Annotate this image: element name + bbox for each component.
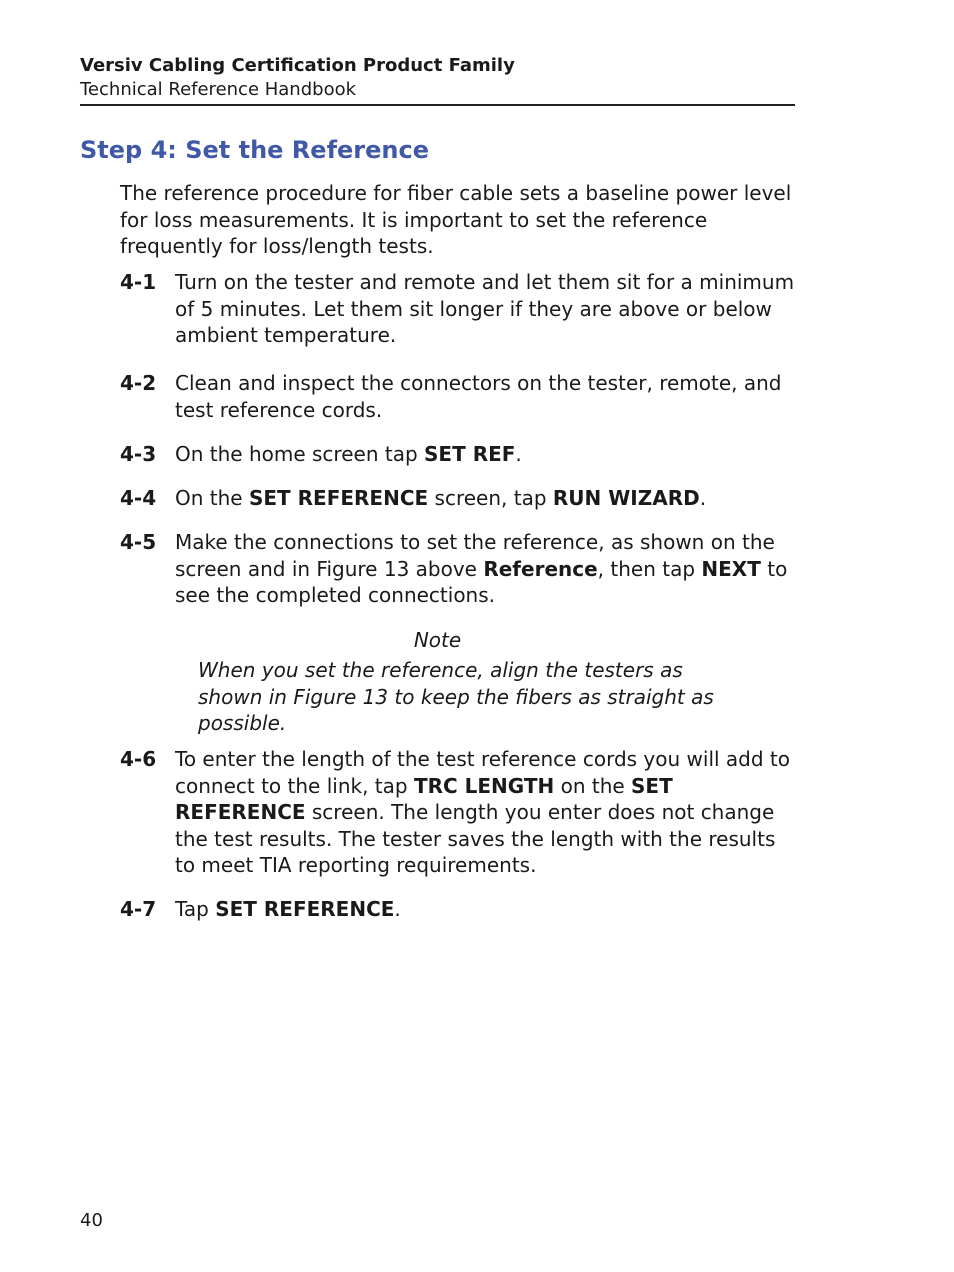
step-4-4	[120, 485, 800, 512]
step-text-segment: Make the connections to set the reference, as shown on the screen and in Figure 13 above	[175, 530, 775, 581]
step-ui-term: RUN WIZARD	[552, 486, 700, 510]
header-handbook-title: Technical Reference Handbook	[80, 79, 357, 100]
step-ui-term: NEXT	[701, 556, 761, 581]
step-ui-term: SET REF	[424, 442, 516, 466]
step-number: 4-3	[120, 442, 157, 466]
step-text	[175, 485, 800, 512]
step-4-5	[120, 529, 800, 609]
step-ui-term: SET REFERENCE	[248, 486, 429, 510]
step-text-segment: Clean and inspect the connectors on the tester, remote, and test reference cords.	[175, 371, 782, 422]
page-number: 40	[80, 1210, 103, 1231]
step-text-segment: Tap	[175, 897, 216, 921]
step-text-segment: on the	[554, 773, 632, 798]
step-text-segment: On the home screen tap	[175, 442, 425, 466]
step-number: 4-4	[120, 486, 157, 510]
step-text-segment: .	[699, 486, 707, 510]
step-number: 4-7	[120, 897, 157, 921]
step-text-segment: .	[515, 442, 522, 466]
note-text: When you set the reference, align the testers as shown in Figure 13 to keep the fibers as straight as possible.	[198, 658, 714, 735]
step-4-3	[120, 441, 800, 468]
step-text-segment: , then tap	[597, 556, 702, 581]
step-4-7	[120, 896, 800, 923]
step-text-segment: To enter the length of the test reference cords you will add to connect to the link, tap	[175, 747, 790, 798]
step-text-segment: screen, tap	[428, 486, 553, 510]
step-text	[175, 441, 800, 468]
step-number: 4-2	[120, 371, 157, 395]
running-header	[80, 53, 795, 106]
step-text-segment: On the	[175, 486, 249, 510]
step-number: 4-1	[120, 270, 157, 294]
step-text	[175, 269, 800, 349]
section-title: Step 4: Set the Reference	[80, 136, 429, 164]
step-text	[175, 370, 800, 423]
note-label: Note	[413, 628, 462, 652]
step-text	[175, 746, 800, 879]
step-ui-term: TRC LENGTH	[413, 773, 555, 798]
header-product-name: Versiv Cabling Certification Product Family	[80, 55, 515, 76]
step-text-segment: .	[394, 897, 401, 921]
step-ui-term: Reference	[483, 556, 598, 581]
step-4-2	[120, 370, 800, 423]
step-text	[175, 529, 800, 609]
step-number: 4-6	[120, 747, 157, 771]
intro-paragraph: The reference procedure for fiber cable sets a baseline power level for loss measurements. It is important to set the reference frequently for loss/length tests.	[120, 181, 792, 258]
step-text	[175, 896, 800, 923]
step-number: 4-5	[120, 530, 157, 554]
step-text-segment: screen. The length you enter does not change the test results. The tester saves the length with the results to meet TIA reporting requirements.	[175, 800, 776, 877]
step-ui-term: SET REFERENCE	[175, 773, 673, 824]
step-text-segment: to see the completed connections.	[175, 556, 788, 607]
step-4-6	[120, 746, 800, 879]
step-text-segment: Turn on the tester and remote and let them sit for a minimum of 5 minutes. Let them sit longer if they are above or below ambient temperature.	[175, 270, 795, 347]
step-4-1	[120, 269, 800, 349]
step-ui-term: SET REFERENCE	[215, 897, 395, 921]
